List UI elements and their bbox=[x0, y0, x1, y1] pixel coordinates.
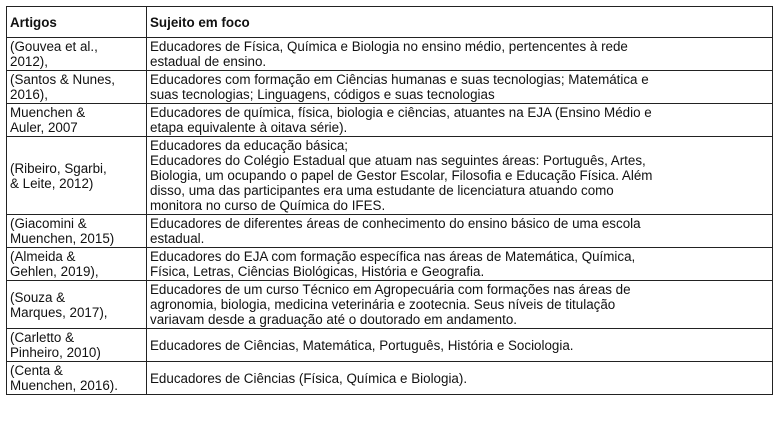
subject-text: Física, Letras, Ciências Biológicas, História e Geografia. bbox=[150, 264, 485, 279]
subject-text: Educadores de química, física, biologia e ciências, atuantes na EJA (Ensino Médio e bbox=[150, 105, 652, 120]
subject-cell bbox=[147, 38, 773, 71]
subject-text: estadual de ensino. bbox=[150, 54, 267, 69]
article-cell bbox=[7, 362, 147, 395]
article-text: (Souza & bbox=[10, 289, 66, 305]
subject-text: Educadores de Física, Química e Biologia no ensino médio, pertencentes à rede bbox=[150, 39, 628, 54]
article-cell bbox=[7, 329, 147, 362]
article-cell bbox=[7, 38, 147, 71]
subject-text: Educadores de Ciências, Matemática, Português, História e Sociologia. bbox=[150, 337, 574, 353]
subject-text: Educadores de um curso Técnico em Agropecuária com formações nas áreas de bbox=[150, 282, 631, 297]
articles-table bbox=[6, 6, 773, 395]
article-text: (Santos & Nunes, bbox=[10, 72, 115, 87]
table-row bbox=[7, 215, 773, 248]
article-text: Pinheiro, 2010) bbox=[10, 345, 101, 360]
article-text: & Leite, 2012) bbox=[10, 175, 94, 191]
article-cell bbox=[7, 104, 147, 137]
article-text: 2012), bbox=[10, 54, 48, 69]
subject-text: variavam desde a graduação até o doutorado em andamento. bbox=[150, 312, 518, 327]
table-row bbox=[7, 137, 773, 215]
article-text: Auler, 2007 bbox=[10, 120, 78, 135]
subject-text: Educadores da educação básica; bbox=[150, 138, 349, 153]
subject-text: estadual. bbox=[150, 231, 205, 246]
article-text: Muenchen, 2016). bbox=[10, 378, 118, 393]
article-text: Marques, 2017), bbox=[10, 304, 108, 320]
column-header-articles: Artigos bbox=[7, 7, 147, 38]
article-text: Muenchen, 2015) bbox=[10, 231, 115, 246]
subject-text: monitora no curso de Química do IFES. bbox=[150, 198, 386, 213]
subject-cell bbox=[147, 104, 773, 137]
article-text: (Centa & bbox=[10, 363, 63, 378]
header-row bbox=[7, 7, 773, 38]
article-text: (Almeida & bbox=[10, 249, 76, 264]
article-text: Gehlen, 2019), bbox=[10, 264, 99, 279]
subject-cell bbox=[147, 248, 773, 281]
article-text: 2016), bbox=[10, 87, 48, 102]
table-row bbox=[7, 281, 773, 329]
subject-text: etapa equivalente à oitava série). bbox=[150, 120, 348, 135]
subject-cell bbox=[147, 71, 773, 104]
article-cell bbox=[7, 137, 147, 215]
article-text: Muenchen & bbox=[10, 105, 86, 120]
subject-text: Biologia, um ocupando o papel de Gestor Escolar, Filosofia e Educação Física. Além bbox=[150, 168, 653, 183]
article-cell bbox=[7, 248, 147, 281]
subject-text: Educadores de diferentes áreas de conhecimento do ensino básico de uma escola bbox=[150, 216, 641, 231]
table-row bbox=[7, 38, 773, 71]
article-cell bbox=[7, 71, 147, 104]
subject-text: disso, uma das participantes era uma estudante de licenciatura atuando como bbox=[150, 183, 614, 198]
subject-cell bbox=[147, 137, 773, 215]
subject-text: Educadores com formação em Ciências humanas e suas tecnologias; Matemática e bbox=[150, 72, 649, 87]
article-cell bbox=[7, 281, 147, 329]
table-row bbox=[7, 71, 773, 104]
table-row bbox=[7, 104, 773, 137]
subject-text: Educadores do Colégio Estadual que atuam nas seguintes áreas: Português, Artes, bbox=[150, 153, 646, 168]
table-row bbox=[7, 329, 773, 362]
subject-cell bbox=[147, 215, 773, 248]
table-row bbox=[7, 362, 773, 395]
subject-text: Educadores do EJA com formação específica nas áreas de Matemática, Química, bbox=[150, 249, 636, 264]
subject-cell bbox=[147, 281, 773, 329]
table-row bbox=[7, 248, 773, 281]
subject-cell bbox=[147, 362, 773, 395]
subject-text: Educadores de Ciências (Física, Química e Biologia). bbox=[150, 370, 468, 386]
article-cell bbox=[7, 215, 147, 248]
column-header-subject: Sujeito em foco bbox=[147, 7, 773, 38]
article-text: (Ribeiro, Sgarbi, bbox=[10, 160, 107, 176]
article-text: (Giacomini & bbox=[10, 216, 87, 231]
article-text: (Gouvea et al., bbox=[10, 39, 98, 54]
article-text: (Carletto & bbox=[10, 330, 74, 345]
subject-cell bbox=[147, 329, 773, 362]
subject-text: agronomia, biologia, medicina veterinária e zootecnia. Seus níveis de titulação bbox=[150, 297, 616, 312]
subject-text: suas tecnologias; Linguagens, códigos e suas tecnologias bbox=[150, 87, 495, 102]
document-page bbox=[6, 6, 772, 395]
